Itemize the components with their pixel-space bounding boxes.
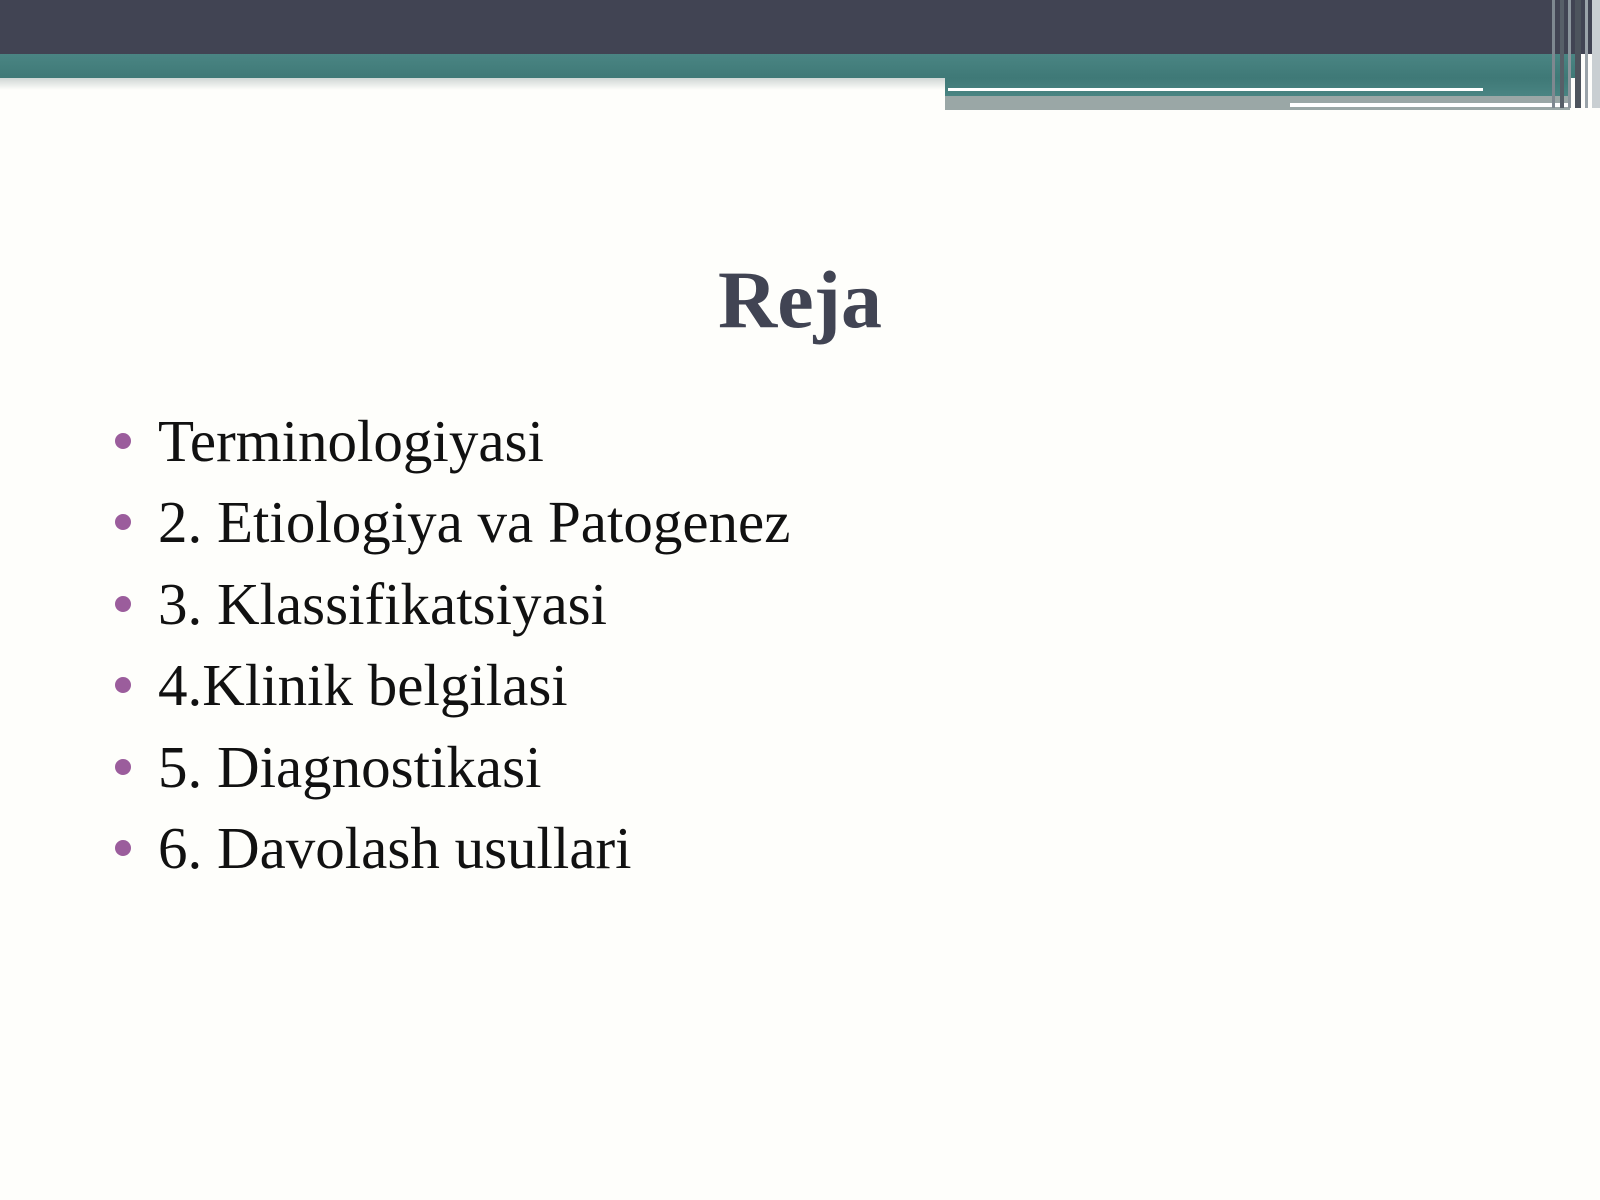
slide-title: Reja [718, 254, 882, 345]
list-item-label: 2. Etiologiya va Patogenez [158, 489, 791, 556]
list-item-label: 5. Diagnostikasi [158, 733, 542, 800]
list-item [115, 563, 790, 645]
header-vertical-bar [1592, 0, 1600, 108]
header-vertical-bar [1560, 0, 1564, 108]
header-shadow [0, 78, 945, 90]
header-accent-line [948, 88, 1483, 91]
bullet-dot-icon [115, 433, 131, 449]
bullet-dot-icon [115, 840, 131, 856]
list-item [115, 400, 790, 482]
list-item [115, 808, 790, 890]
header-teal-band [0, 54, 1580, 78]
outline-list [115, 400, 790, 889]
header-vertical-bar [1552, 0, 1555, 108]
bullet-dot-icon [115, 596, 131, 612]
header-vertical-bar [1585, 0, 1588, 108]
header-accent-line-short [1290, 103, 1568, 107]
list-item [115, 482, 790, 564]
bullet-dot-icon [115, 677, 131, 693]
bullet-dot-icon [115, 514, 131, 530]
list-item-label: 4.Klinik belgilasi [158, 652, 568, 719]
header-vertical-bar [1575, 0, 1581, 108]
header-dark-band [0, 0, 1600, 54]
list-item [115, 726, 790, 808]
list-item-label: 6. Davolash usullari [158, 815, 632, 882]
header-vertical-bar [1568, 0, 1571, 108]
list-item [115, 645, 790, 727]
list-item-label: Terminologiyasi [158, 407, 544, 474]
list-item-label: 3. Klassifikatsiyasi [158, 570, 608, 637]
bullet-dot-icon [115, 759, 131, 775]
